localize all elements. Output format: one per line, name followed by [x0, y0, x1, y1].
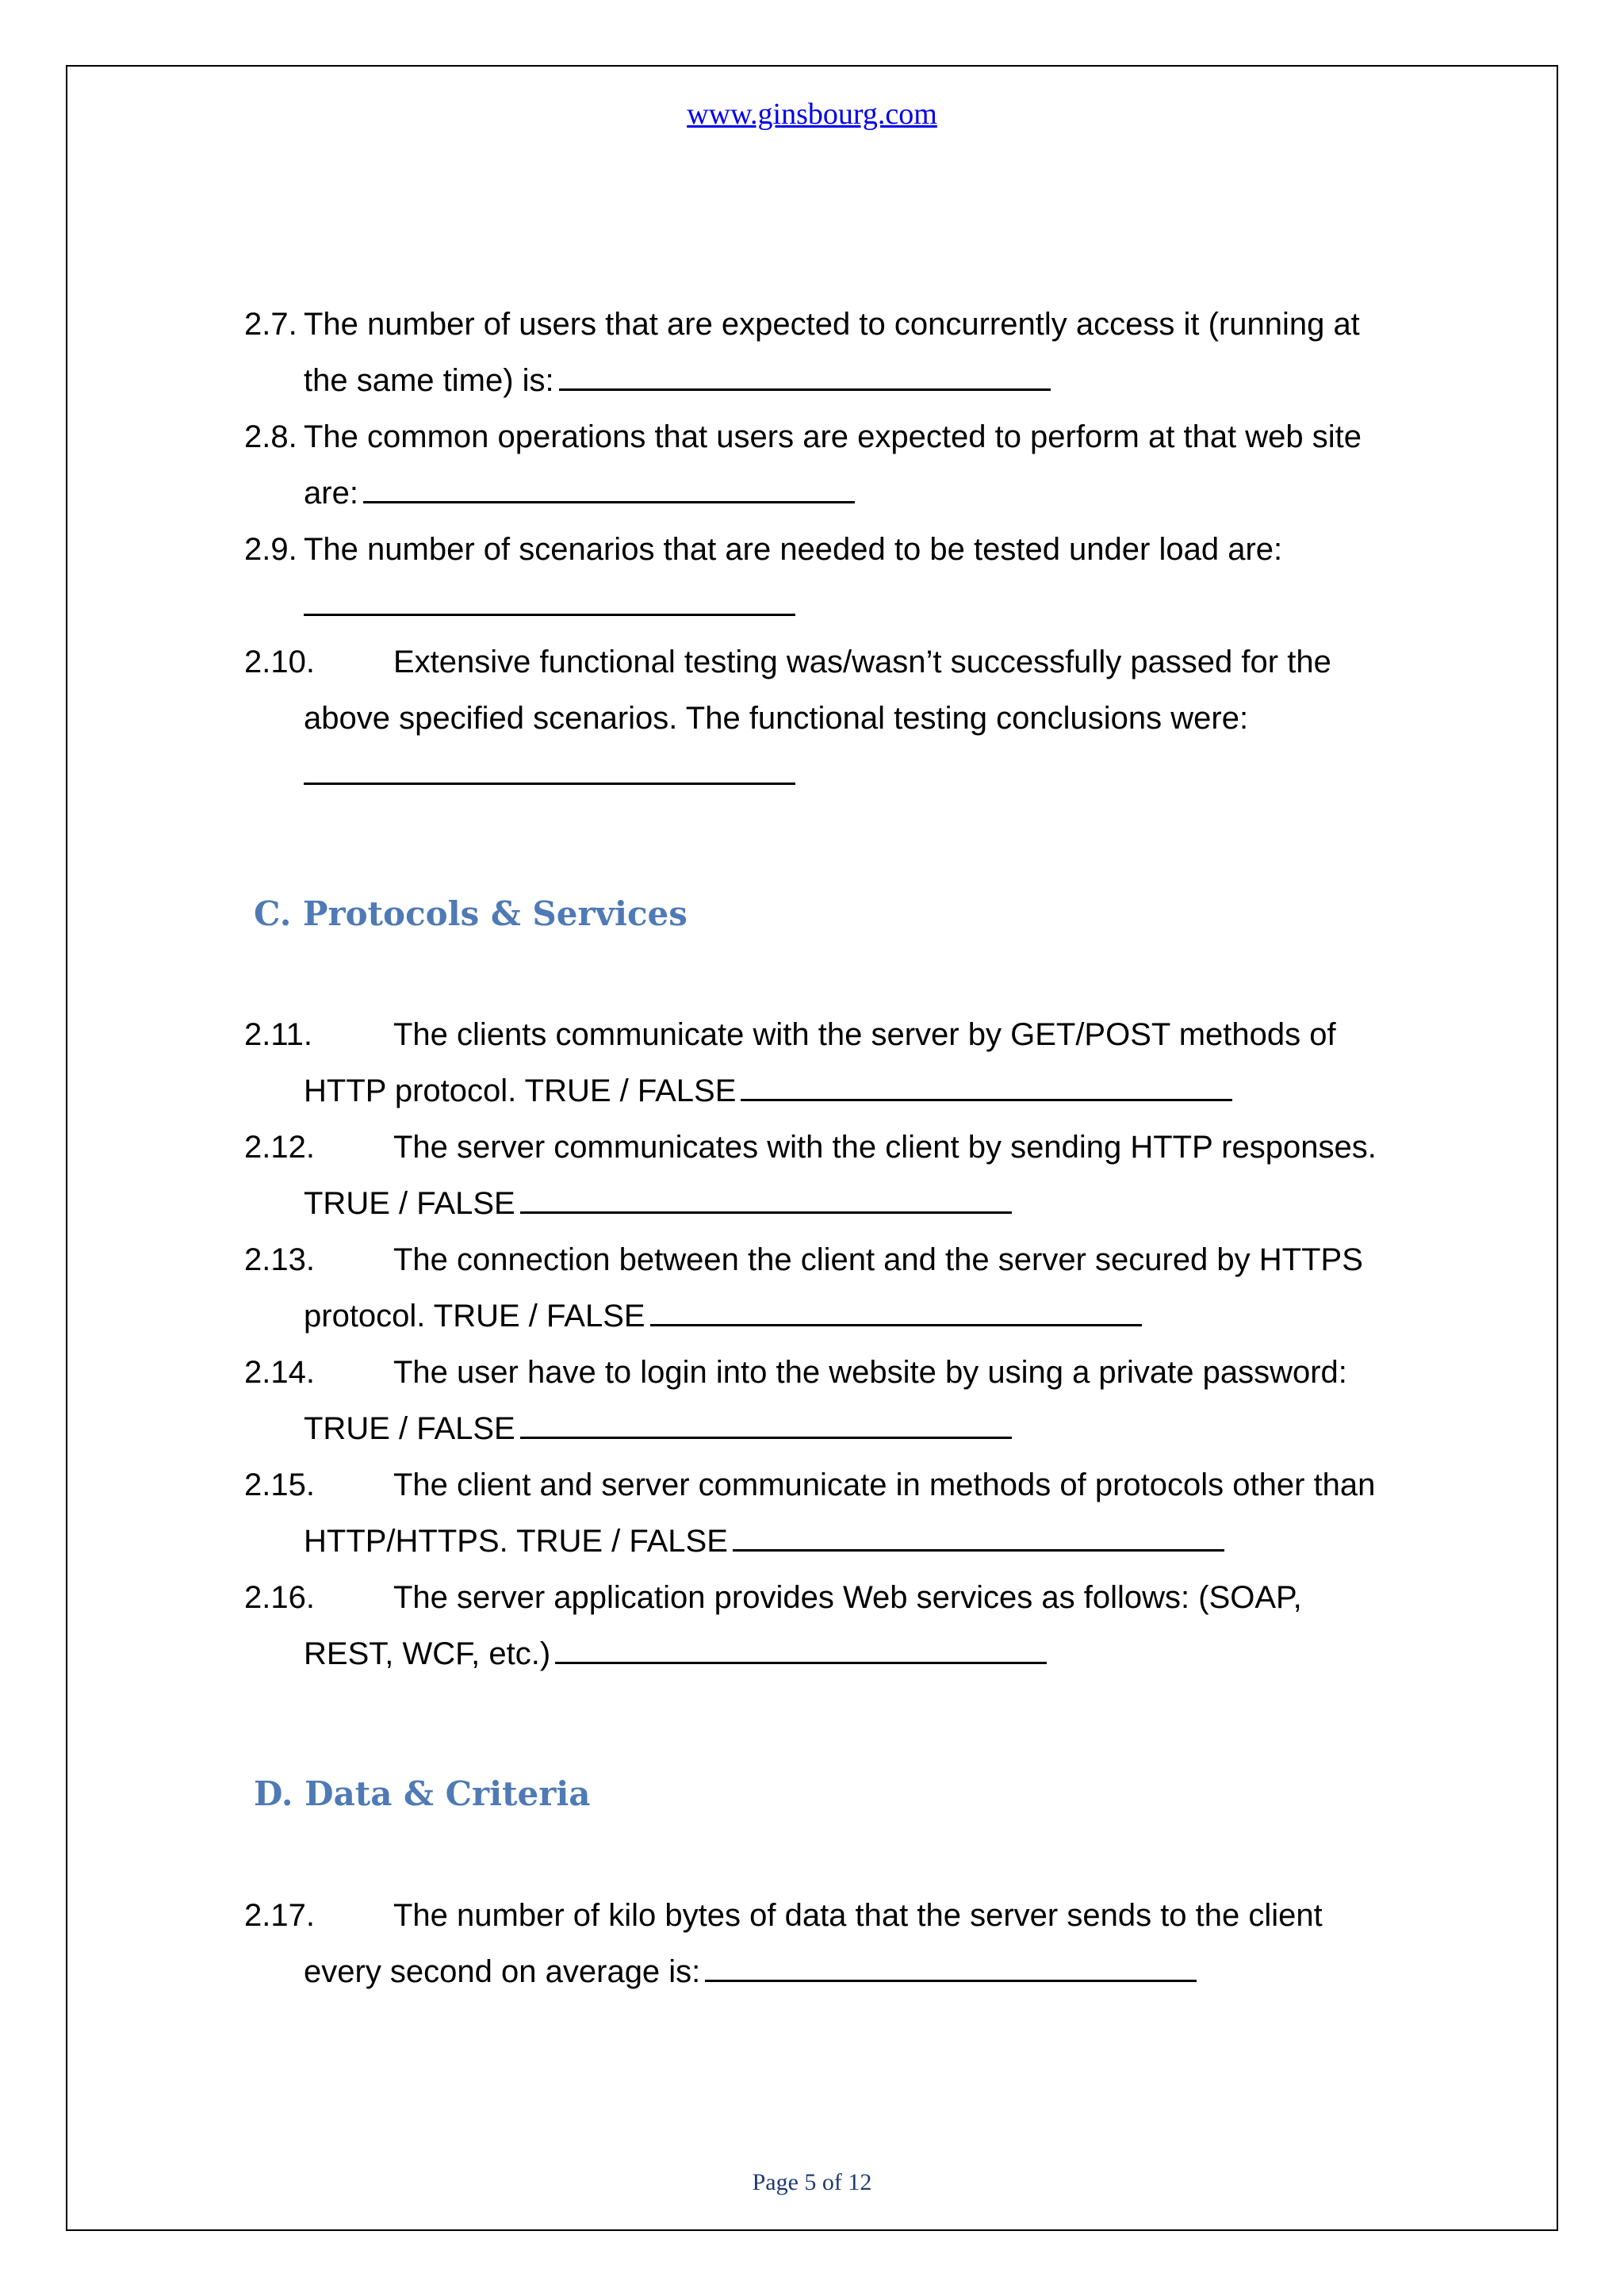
question-text-cont: REST, WCF, etc.) [304, 1636, 551, 1671]
answer-blank[interactable] [559, 357, 1051, 391]
answer-blank[interactable] [555, 1630, 1047, 1664]
question-number: 2.14. [244, 1355, 315, 1390]
question-text-cont: are: [304, 476, 358, 511]
answer-blank[interactable] [741, 1067, 1232, 1101]
question-text-cont: above specified scenarios. The functional testing conclusions were: [304, 701, 1249, 736]
question-text-cont: TRUE / FALSE [304, 1411, 515, 1446]
question-text: The clients communicate with the server by GET/POST methods of [393, 1017, 1336, 1052]
question-number: 2.10. [244, 645, 315, 679]
question-text: Extensive functional testing was/wasn’t successfully passed for the [393, 645, 1331, 679]
answer-blank[interactable] [705, 1948, 1197, 1982]
question-text: The number of kilo bytes of data that the server sends to the client [393, 1898, 1323, 1933]
question-text-cont: protocol. TRUE / FALSE [304, 1299, 645, 1334]
question-text: The user have to login into the website by using a private password: [393, 1355, 1347, 1390]
question-number: 2.12. [244, 1130, 315, 1165]
question-number: 2.13. [244, 1242, 315, 1277]
question-number: 2.8. [244, 419, 297, 454]
question-text-cont: every second on average is: [304, 1954, 701, 1989]
question-number: 2.9. [244, 532, 297, 567]
answer-blank[interactable] [733, 1517, 1224, 1552]
question-text-cont: HTTP protocol. TRUE / FALSE [304, 1073, 737, 1108]
answer-blank[interactable] [520, 1180, 1012, 1214]
answer-blank[interactable] [520, 1405, 1012, 1439]
section-heading-data-criteria: D. Data & Criteria [254, 1774, 591, 1813]
question-text: The server application provides Web services as follows: (SOAP, [393, 1580, 1302, 1615]
question-text: The number of scenarios that are needed to be tested under load are: [304, 532, 1283, 567]
question-number: 2.16. [244, 1580, 315, 1615]
question-text: The number of users that are expected to concurrently access it (running at [304, 307, 1360, 342]
header-website-link[interactable]: www.ginsbourg.com [687, 98, 937, 131]
question-text: The common operations that users are expected to perform at that web site [304, 419, 1362, 454]
question-text-cont: the same time) is: [304, 363, 554, 398]
question-text-cont: TRUE / FALSE [304, 1186, 515, 1221]
question-text-cont: HTTP/HTTPS. TRUE / FALSE [304, 1524, 728, 1559]
answer-blank[interactable] [363, 469, 855, 503]
section-heading-protocols-services: C. Protocols & Services [254, 894, 688, 933]
answer-blank[interactable] [304, 751, 795, 785]
question-number: 2.15. [244, 1468, 315, 1502]
page-number: Page 5 of 12 [752, 2169, 872, 2195]
answer-blank[interactable] [650, 1292, 1142, 1326]
question-text: The client and server communicate in methods of protocols other than [393, 1468, 1376, 1502]
answer-blank[interactable] [304, 582, 795, 616]
question-number: 2.17. [244, 1898, 315, 1933]
question-number: 2.7. [244, 307, 297, 342]
question-number: 2.11. [244, 1017, 312, 1052]
question-text: The server communicates with the client by sending HTTP responses. [393, 1130, 1377, 1165]
question-text: The connection between the client and the server secured by HTTPS [393, 1242, 1363, 1277]
